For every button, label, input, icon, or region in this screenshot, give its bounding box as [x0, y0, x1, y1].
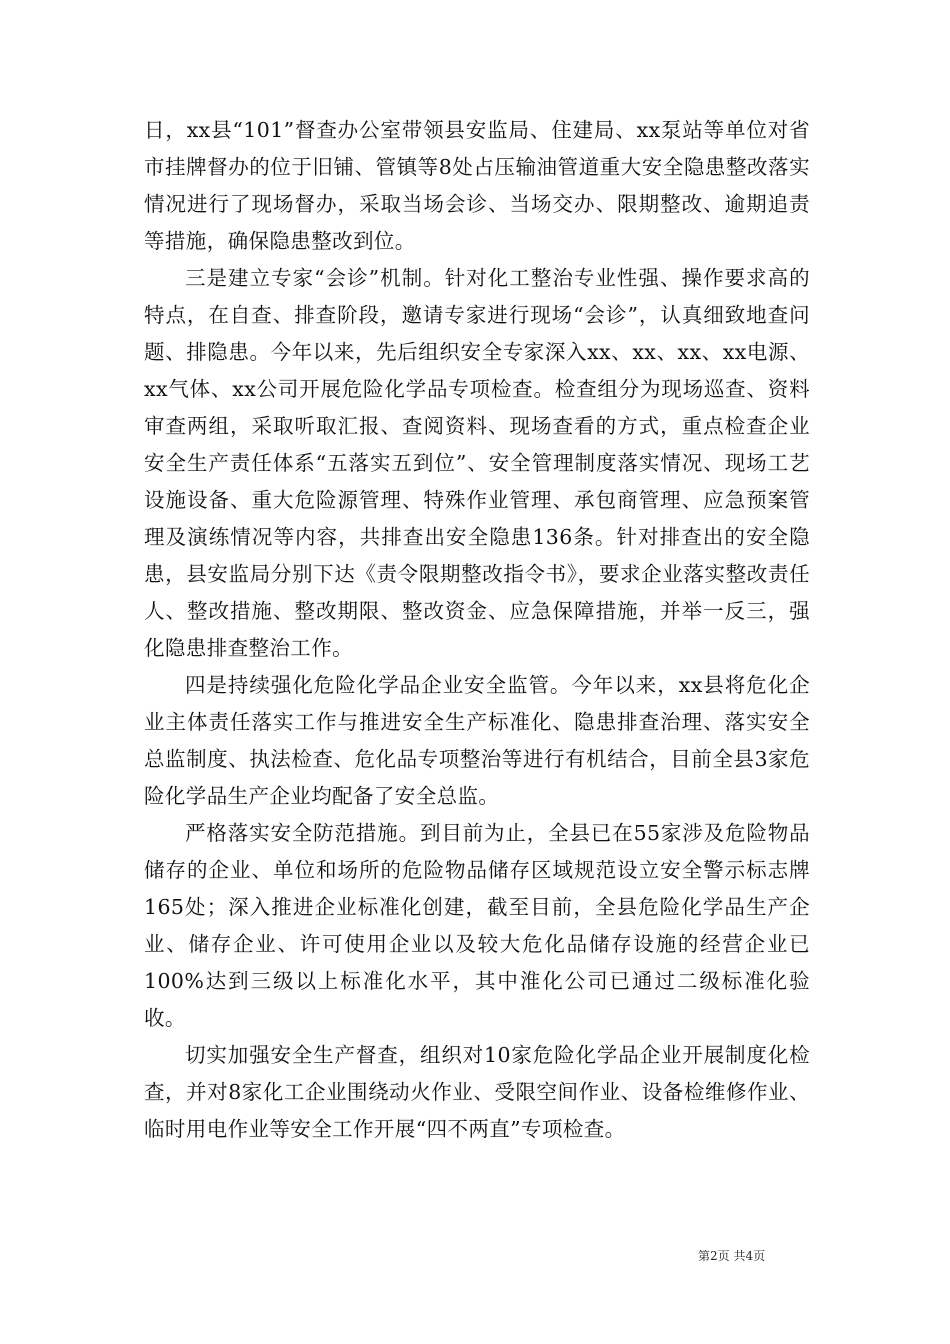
paragraph-expert-consultation: 三是建立专家“会诊”机制。针对化工整治专业性强、操作要求高的特点，在自查、排查阶段，邀请专家进行现场“会诊”，认真细致地查问题、排隐患。今年以来，先后组织安全专家深入xx、xx、xx、xx电源、xx气体、xx公司开展危险化学品专项检查。检查组分为现场巡查、资料审查两组，采取听取汇报、查阅资料、现场查看的方式，重点检查企业安全生产责任体系“五落实五到位”、安全管理制度落实情况、现场工艺设施设备、重大危险源管理、特殊作业管理、承包商管理、应急预案管理及演练情况等内容，共排查出安全隐患136条。针对排查出的安全隐患，县安监局分别下达《责令限期整改指令书》，要求企业落实整改责任人、整改措施、整改期限、整改资金、应急保障措施，并举一反三，强化隐患排查整治工作。	[144, 266, 810, 660]
paragraph-safety-inspection: 切实加强安全生产督查，组织对10家危险化学品企业开展制度化检查，并对8家化工企业围绕动火作业、受限空间作业、设备检维修作业、临时用电作业等安全工作开展“四不两直”专项检查。	[144, 1043, 810, 1141]
paragraph-continuation: 日，xx县“101”督查办公室带领县安监局、住建局、xx泵站等单位对省市挂牌督办的位于旧铺、管镇等8处占压输油管道重大安全隐患整改落实情况进行了现场督办，采取当场会诊、当场交办、限期整改、逾期追责等措施，确保隐患整改到位。	[144, 118, 810, 253]
document-body	[144, 112, 810, 1148]
page-number-footer: 第2页 共4页	[698, 1249, 766, 1263]
paragraph-hazardous-chemicals-supervision: 四是持续强化危险化学品企业安全监管。今年以来，xx县将危化企业主体责任落实工作与推进安全生产标准化、隐患排查治理、落实安全总监制度、执法检查、危化品专项整治等进行有机结合，目前全县3家危险化学品生产企业均配备了安全总监。	[144, 673, 810, 808]
paragraph-safety-measures: 严格落实安全防范措施。到目前为止，全县已在55家涉及危险物品储存的企业、单位和场所的危险物品储存区域规范设立安全警示标志牌165处；深入推进企业标准化创建，截至目前，全县危险化学品生产企业、储存企业、许可使用企业以及较大危化品储存设施的经营企业已100%达到三级以上标准化水平，其中淮化公司已通过二级标准化验收。	[144, 821, 810, 1030]
